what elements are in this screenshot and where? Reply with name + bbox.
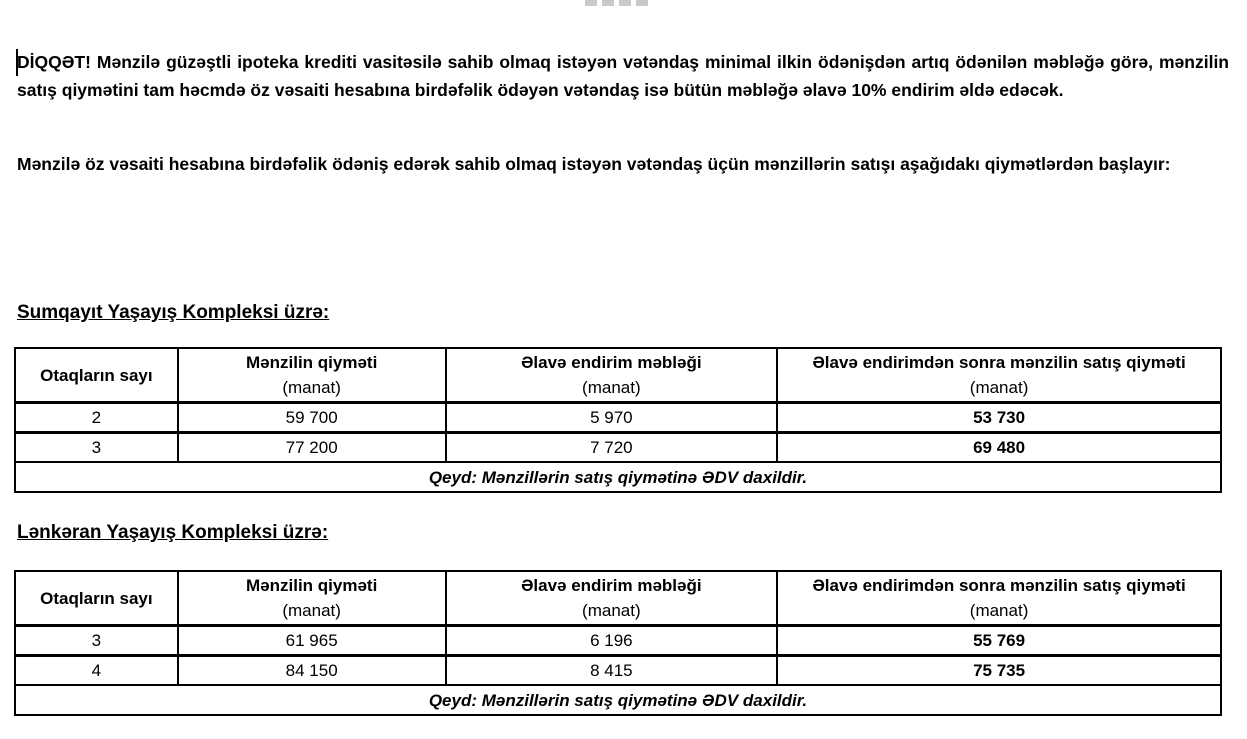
cell-price: 59 700	[178, 403, 446, 433]
col-header-title: Otaqların sayı	[40, 365, 153, 385]
table-header-row	[15, 571, 1221, 626]
cell-discount: 5 970	[446, 403, 778, 433]
col-header-title: Əlavə endirim məbləği	[521, 353, 702, 372]
col-header-final-price	[777, 348, 1221, 403]
cell-price: 77 200	[178, 433, 446, 463]
col-header-unit: (manat)	[282, 378, 341, 397]
cell-rooms: 3	[15, 433, 178, 463]
second-paragraph: Mənzilə öz vəsaiti hesabına birdəfəlik ödəniş edərək sahib olmaq istəyən vətəndaş üçün mənzillərin satışı aşağıdakı qiymətlərdən başlayır:	[17, 154, 1171, 174]
col-header-unit: (manat)	[969, 378, 1029, 397]
table-row	[15, 433, 1221, 463]
table-note: Qeyd: Mənzillərin satış qiymətinə ƏDV daxildir.	[15, 685, 1221, 715]
col-header-unit: (manat)	[582, 378, 641, 397]
table-row	[15, 626, 1221, 656]
col-header-final-price	[777, 571, 1221, 626]
col-header-discount	[446, 348, 778, 403]
table-header-row	[15, 348, 1221, 403]
cell-final-price: 55 769	[777, 626, 1221, 656]
intro-paragraph: DİQQƏT! Mənzilə güzəştli ipoteka krediti vasitəsilə sahib olmaq istəyən vətəndaş minimal ilkin ödənişdən artıq ödənilən məbləğə görə, mənzilin satış qiymətini tam həcmdə öz vəsaiti hesabına birdəfəlik ödəyən vətəndaş isə bütün məbləğə əlavə 10% endirim əldə edəcək.	[17, 52, 1229, 100]
cell-final-price: 75 735	[777, 656, 1221, 686]
col-header-rooms	[15, 348, 178, 403]
section-heading-sumqayit: Sumqayıt Yaşayış Kompleksi üzrə:	[17, 302, 330, 323]
col-header-unit: (manat)	[582, 601, 641, 620]
cell-rooms: 2	[15, 403, 178, 433]
cell-discount: 8 415	[446, 656, 778, 686]
col-header-price	[178, 348, 446, 403]
col-header-title: Otaqların sayı	[40, 588, 153, 608]
clipped-header-fragment	[585, 0, 660, 7]
price-table-sumqayit	[14, 347, 1222, 493]
col-header-discount	[446, 571, 778, 626]
col-header-title: Əlavə endirimdən sonra mənzilin satış qiyməti	[812, 353, 1186, 372]
cell-discount: 6 196	[446, 626, 778, 656]
cell-final-price: 53 730	[777, 403, 1221, 433]
cell-price: 61 965	[178, 626, 446, 656]
table-note-row	[15, 685, 1221, 715]
section-heading-lenkeran: Lənkəran Yaşayış Kompleksi üzrə:	[17, 522, 329, 543]
cell-rooms: 4	[15, 656, 178, 686]
col-header-price	[178, 571, 446, 626]
col-header-title: Əlavə endirim məbləği	[521, 576, 702, 595]
cell-price: 84 150	[178, 656, 446, 686]
table-note: Qeyd: Mənzillərin satış qiymətinə ƏDV daxildir.	[15, 462, 1221, 492]
col-header-unit: (manat)	[969, 601, 1029, 620]
col-header-title: Əlavə endirimdən sonra mənzilin satış qiyməti	[812, 576, 1186, 595]
col-header-unit: (manat)	[282, 601, 341, 620]
price-table-lenkeran	[14, 570, 1222, 716]
table-row	[15, 656, 1221, 686]
cell-discount: 7 720	[446, 433, 778, 463]
col-header-title: Mənzilin qiyməti	[246, 353, 378, 372]
table-row	[15, 403, 1221, 433]
cell-rooms: 3	[15, 626, 178, 656]
table-note-row	[15, 462, 1221, 492]
col-header-title: Mənzilin qiyməti	[246, 576, 378, 595]
cell-final-price: 69 480	[777, 433, 1221, 463]
col-header-rooms	[15, 571, 178, 626]
